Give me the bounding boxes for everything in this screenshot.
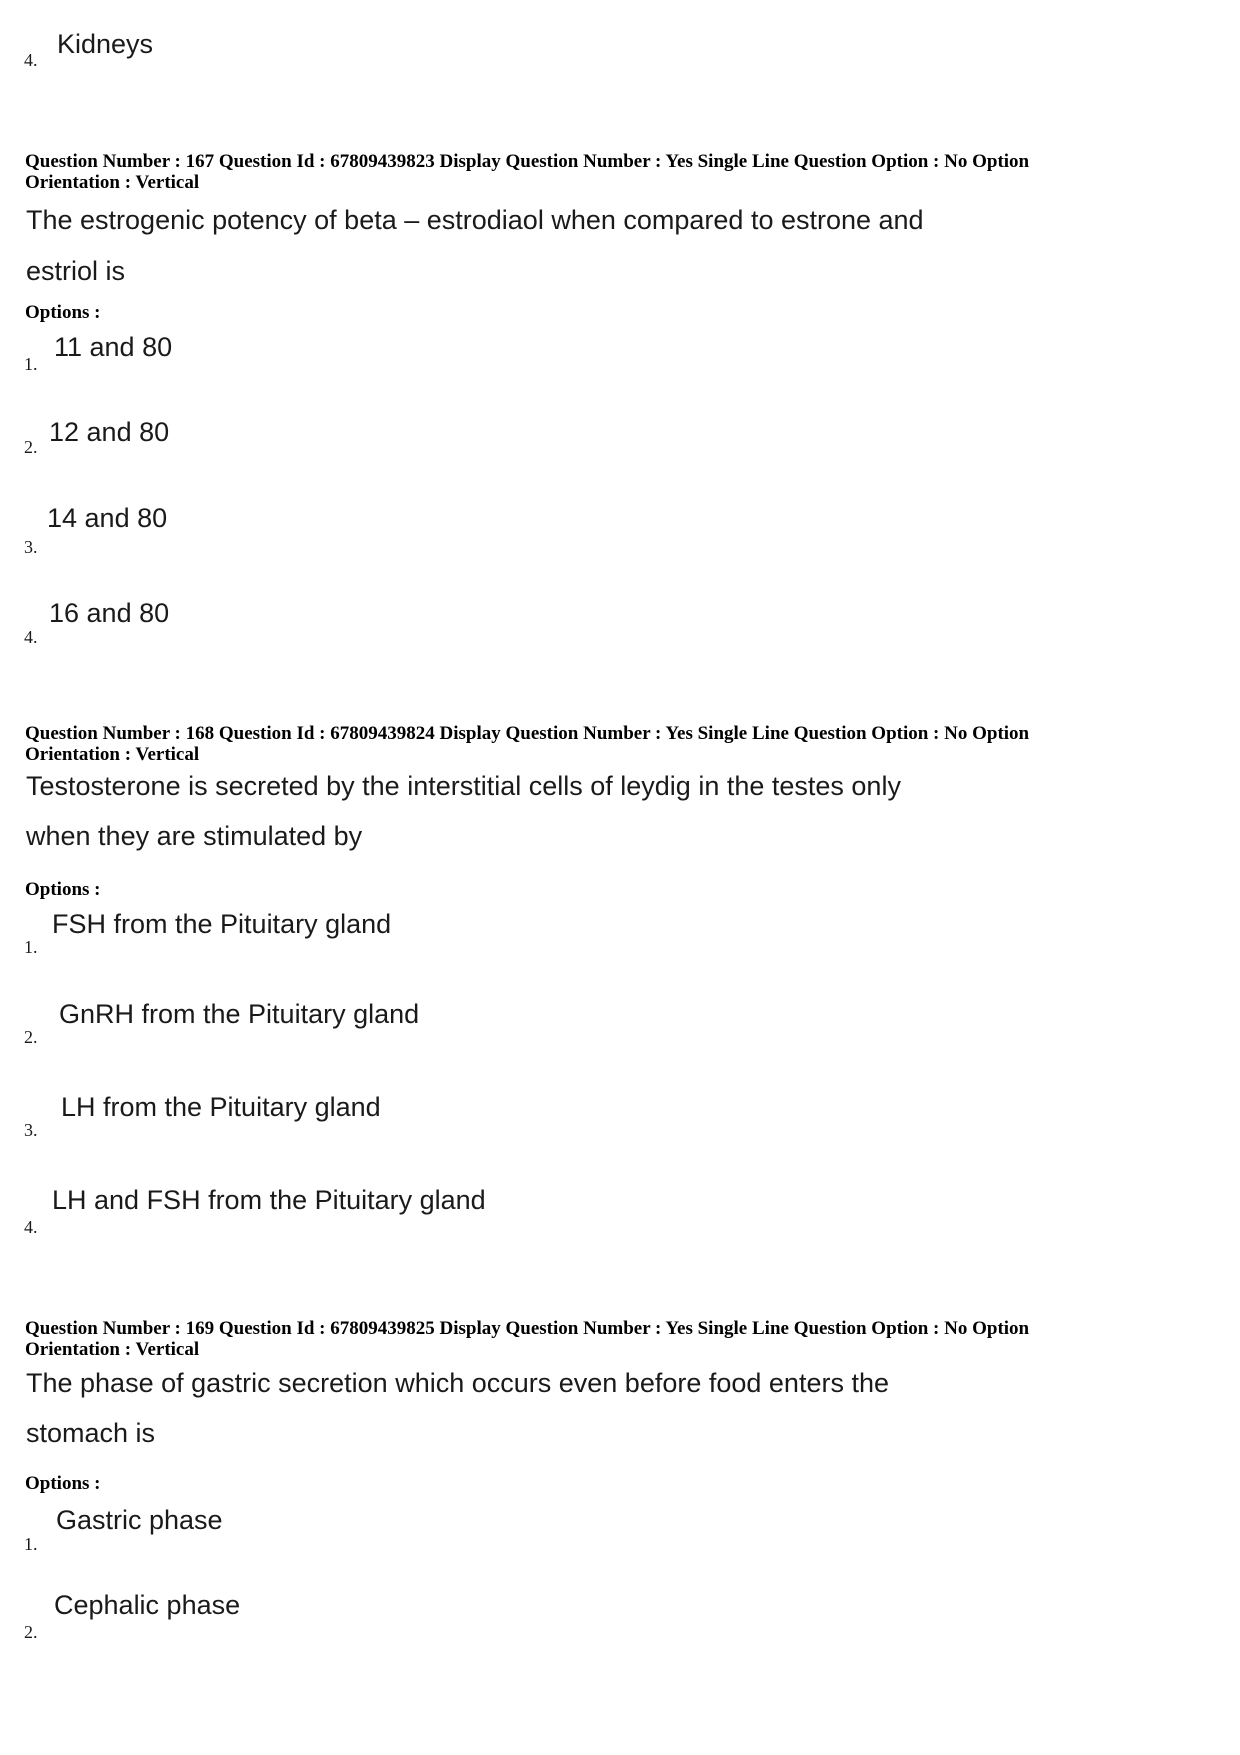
option-text: FSH from the Pituitary gland [52,909,392,939]
option-number: 4. [24,627,38,647]
question-meta [25,1318,1215,1360]
option-text: 12 and 80 [49,417,170,447]
option-text: Kidneys [57,29,154,59]
question-stem-line1: The estrogenic potency of beta – estrodiaol when compared to estrone and [26,205,924,235]
option-number: 3. [24,1120,38,1140]
option-number: 2. [24,437,38,457]
option-number: 3. [24,537,38,557]
question-meta-line1: Question Number : 169 Question Id : 67809439825 Display Question Number : Yes Single Line Question Option : No Option [25,1318,1030,1339]
question-stem-line1: Testosterone is secreted by the interstitial cells of leydig in the testes only [26,771,901,801]
question-meta-line2: Orientation : Vertical [25,1339,200,1360]
option-text: 14 and 80 [47,503,168,533]
question-meta-line2: Orientation : Vertical [25,172,200,193]
option-text: GnRH from the Pituitary gland [59,999,420,1029]
options-label: Options : [25,1473,101,1494]
option-number: 1. [24,354,38,374]
option-number: 2. [24,1027,38,1047]
question-stem-line1: The phase of gastric secretion which occurs even before food enters the [26,1368,889,1398]
option-text: 11 and 80 [54,332,173,362]
option-text: LH and FSH from the Pituitary gland [52,1185,486,1215]
option-text: Cephalic phase [54,1590,241,1620]
option-number: 4. [24,50,38,70]
question-meta-line1: Question Number : 168 Question Id : 67809439824 Display Question Number : Yes Single Line Question Option : No Option [25,723,1030,744]
option-number: 1. [24,1534,38,1554]
option-number: 1. [24,937,38,957]
question-stem-line2: stomach is [26,1418,156,1448]
question-meta [25,723,1215,765]
options-label: Options : [25,302,101,323]
option-number: 2. [24,1622,38,1642]
question-stem-line2: when they are stimulated by [26,821,363,851]
question-meta [25,151,1215,193]
option-text: LH from the Pituitary gland [61,1092,381,1122]
question-meta-line2: Orientation : Vertical [25,744,200,765]
option-text: Gastric phase [56,1505,223,1535]
question-stem-line2: estriol is [26,256,126,286]
options-label: Options : [25,879,101,900]
option-number: 4. [24,1217,38,1237]
option-text: 16 and 80 [49,598,170,628]
question-meta-line1: Question Number : 167 Question Id : 67809439823 Display Question Number : Yes Single Line Question Option : No Option [25,151,1030,172]
